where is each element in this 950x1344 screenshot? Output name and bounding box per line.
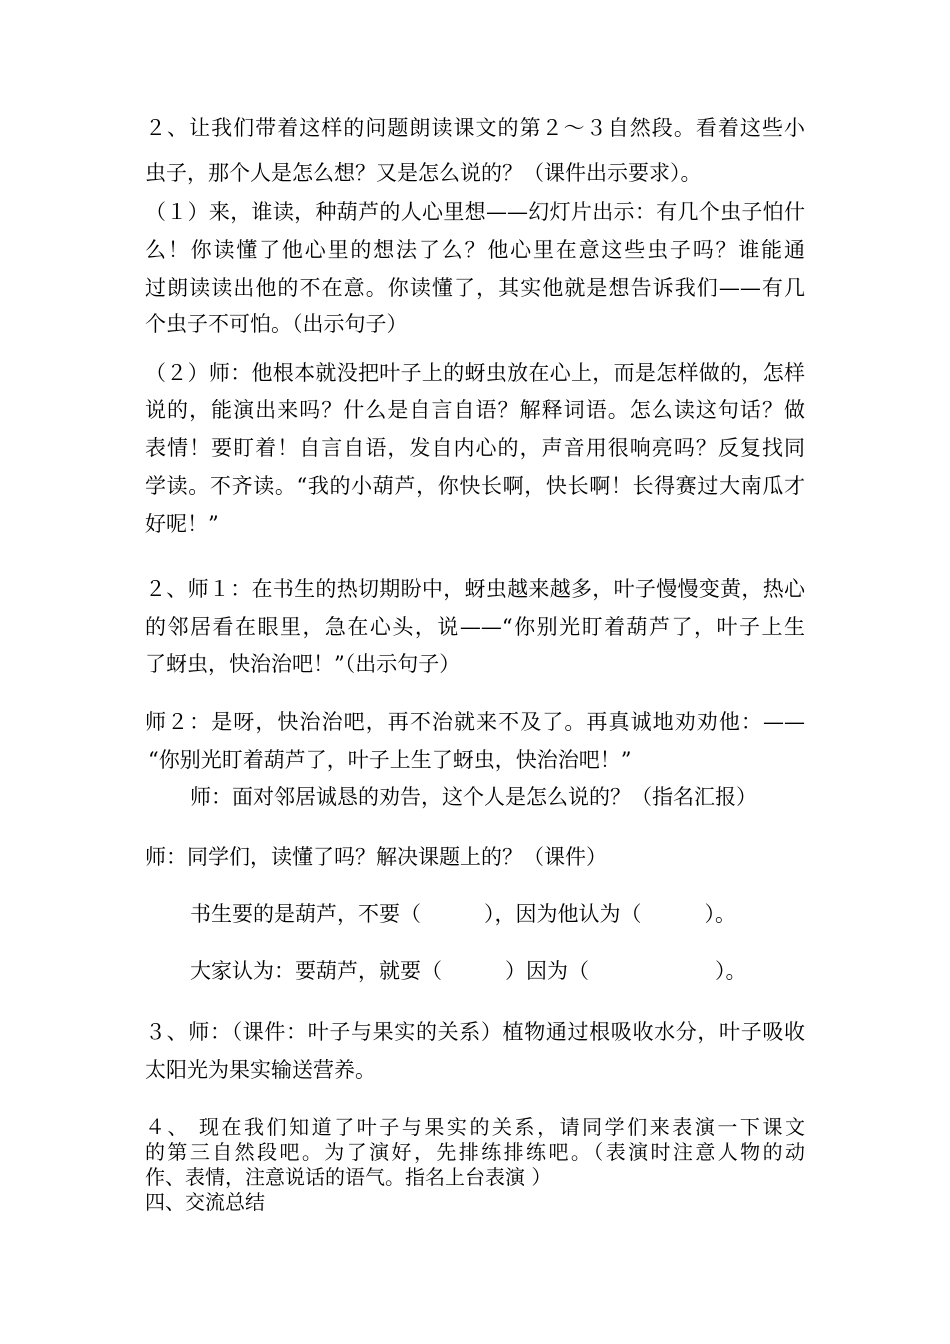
fill-in-blank-line: 书生要的是葫芦，不要（ ），因为他认为（ ）。 xyxy=(190,902,736,926)
text-line: ２、师１：在书生的热切期盼中，蚜虫越来越多，叶子慢慢变黄，热心 xyxy=(145,577,805,601)
text-line: ３、师：（课件：叶子与果实的关系）植物通过根吸收水分，叶子吸收 xyxy=(145,1020,805,1044)
text-line: 学读。不齐读。“我的小葫芦，你快长啊，快长啊！长得赛过大南瓜才 xyxy=(145,474,805,498)
text-line: 好呢！” xyxy=(145,512,219,536)
text-line: 过朗读读出他的不在意。你读懂了，其实他就是想告诉我们——有几 xyxy=(145,276,805,300)
text-line: 的邻居看在眼里，急在心头，说——“你别光盯着葫芦了，叶子上生 xyxy=(145,615,805,639)
text-line: （１）来，谁读，种葫芦的人心里想——幻灯片出示：有几个虫子怕什 xyxy=(145,200,805,224)
text-line: 师：同学们，读懂了吗？解决课题上的？（课件） xyxy=(145,845,607,869)
text-line: 表情！要盯着！自言自语，发自内心的，声音用很响亮吗？反复找同 xyxy=(145,436,805,460)
fill-in-blank-line: 大家认为：要葫芦，就要（ ）因为（ ）。 xyxy=(190,959,747,983)
text-line: 虫子，那个人是怎么想？又是怎么说的？（课件出示要求）。 xyxy=(145,161,702,185)
text-line: 么！你读懂了他心里的想法了么？他心里在意这些虫子吗？谁能通 xyxy=(145,238,805,262)
text-line: 师：面对邻居诚恳的劝告，这个人是怎么说的？（指名汇报） xyxy=(190,785,757,809)
text-line: 太阳光为果实输送营养。 xyxy=(145,1058,376,1082)
text-line: 的第三自然段吧。为了演好，先排练排练吧。（表演时注意人物的动 xyxy=(145,1140,805,1164)
text-line: “你别光盯着葫芦了，叶子上生了蚜虫，快治治吧！” xyxy=(148,748,632,772)
text-line: 说的，能演出来吗？什么是自言自语？解释词语。怎么读这句话？做 xyxy=(145,398,805,422)
text-line: ４、 现在我们知道了叶子与果实的关系，请同学们来表演一下课文 xyxy=(145,1115,805,1139)
text-line: （２）师：他根本就没把叶子上的蚜虫放在心上，而是怎样做的，怎样 xyxy=(145,361,805,385)
text-line: 师２：是呀，快治治吧，再不治就来不及了。再真诚地劝劝他：—— xyxy=(145,710,805,734)
text-line: 了蚜虫，快治治吧！”（出示句子） xyxy=(145,652,461,676)
text-line: ２、让我们带着这样的问题朗读课文的第２～３自然段。看着这些小 xyxy=(145,116,805,140)
text-line: 作、表情，注意说话的语气。指名上台表演 ） xyxy=(145,1165,552,1189)
text-line: 个虫子不可怕。（出示句子） xyxy=(145,312,408,336)
section-heading: 四、交流总结 xyxy=(145,1190,265,1214)
